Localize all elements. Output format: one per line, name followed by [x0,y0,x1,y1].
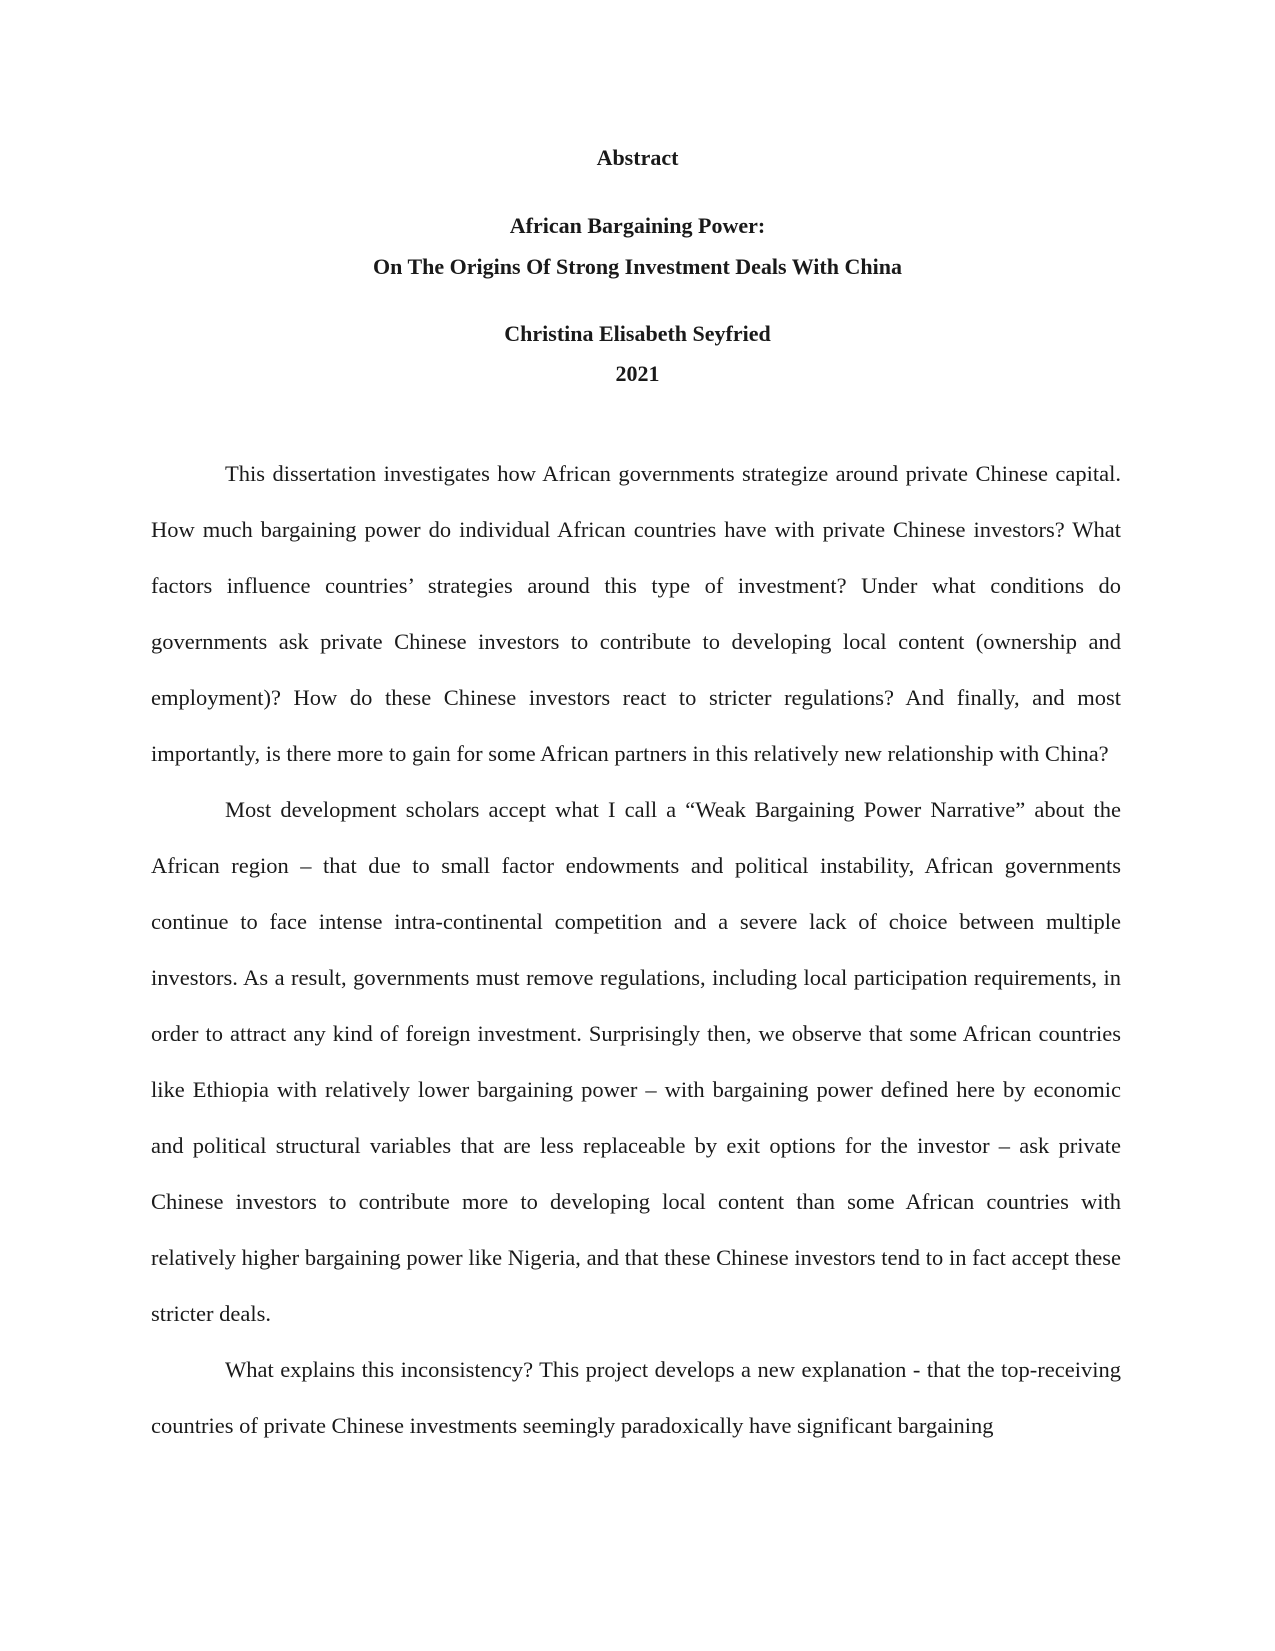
section-label: Abstract [596,145,679,170]
author-name: Christina Elisabeth Seyfried [504,321,771,346]
publication-year: 2021 [615,361,660,386]
paragraph-1: This dissertation investigates how African governments strategize around private Chinese capital. How much bargaining power do individual African countries have with private Chinese investors? What factors influence countries’ strategies around this type of investment? Under what conditions do governments ask private Chinese investors to contribute to developing local content (ownership and employment)? How do these Chinese investors react to stricter regulations? And finally, and most importantly, is there more to gain for some African partners in this relatively new relationship with China? [151,461,1121,766]
paragraph-3: What explains this inconsistency? This project develops a new explanation - that the top-receiving countries of private Chinese investments seemingly paradoxically have significant bargaining [151,1357,1121,1438]
title-line-2: On The Origins Of Strong Investment Deals With China [373,254,902,279]
title-line-1: African Bargaining Power: [509,213,766,238]
abstract-body [151,446,1121,1454]
paragraph-2: Most development scholars accept what I call a “Weak Bargaining Power Narrative” about the African region – that due to small factor endowments and political instability, African governments continue to face intense intra-continental competition and a severe lack of choice between multiple investors. As a result, governments must remove regulations, including local participation requirements, in order to attract any kind of foreign investment. Surprisingly then, we observe that some African countries like Ethiopia with relatively lower bargaining power – with bargaining power defined here by economic and political structural variables that are less replaceable by exit options for the investor – ask private Chinese investors to contribute more to developing local content than some African countries with relatively higher bargaining power like Nigeria, and that these Chinese investors tend to in fact accept these stricter deals. [151,797,1121,1326]
